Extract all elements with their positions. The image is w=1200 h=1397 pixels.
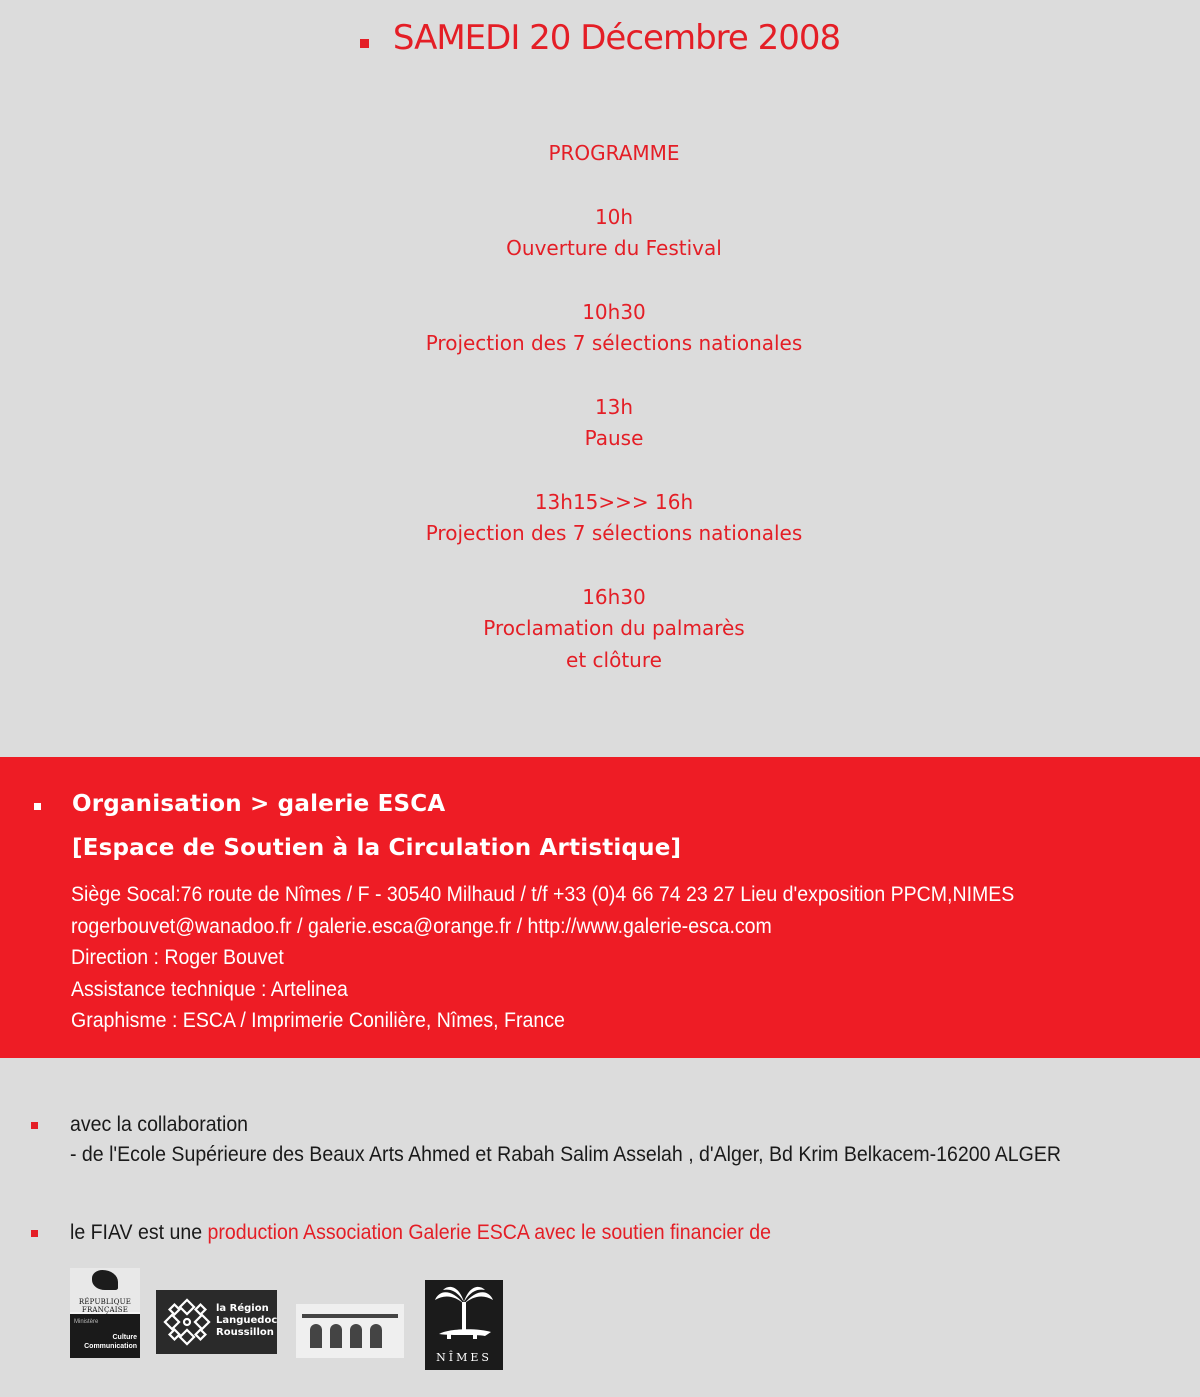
organisation-address: Siège Socal:76 route de Nîmes / F - 30540 Milhaud / t/f +33 (0)4 66 74 23 27 Lieu d'exposition PPCM,NIMES — [71, 883, 1015, 906]
funding-prefix: le FIAV est une — [70, 1221, 208, 1244]
event-description: Ouverture du Festival — [506, 236, 722, 260]
programme — [314, 138, 914, 708]
nimes-label: NÎMES — [436, 1351, 492, 1364]
region-name-1: Languedoc — [216, 1315, 278, 1326]
collaboration-text — [70, 1110, 1061, 1170]
funding-text — [70, 1218, 771, 1248]
funding-bullet — [31, 1230, 38, 1237]
organisation-band — [0, 757, 1200, 1058]
organisation-heading: Organisation > galerie ESCA — [72, 791, 446, 817]
organisation-details — [71, 879, 1014, 1037]
organisation-assistance: Assistance technique : Artelinea — [71, 977, 348, 1001]
ministere-culture-logo — [70, 1268, 140, 1358]
collaboration-label: avec la collaboration — [70, 1113, 249, 1136]
programme-event — [314, 582, 914, 677]
region-name-2: Roussillon — [216, 1327, 274, 1338]
event-time: 10h — [594, 204, 634, 229]
conseil-general-logo — [296, 1304, 404, 1358]
culture-label: Culture — [112, 1334, 137, 1341]
region-cross-icon — [162, 1298, 214, 1346]
arches-icon — [296, 1304, 404, 1358]
event-description: Projection des 7 sélections nationales — [425, 521, 803, 545]
programme-event — [314, 392, 914, 455]
header-title: SAMEDI 20 Décembre 2008 — [392, 18, 841, 58]
region-text — [216, 1303, 277, 1339]
organisation-subheading: [Espace de Soutien à la Circulation Artistique] — [72, 835, 682, 861]
region-languedoc-logo — [156, 1290, 277, 1354]
organisation-graphisme: Graphisme : ESCA / Imprimerie Conilière, Nîmes, France — [71, 1009, 565, 1032]
header-bullet — [360, 39, 369, 48]
event-time: 16h30 — [582, 584, 646, 609]
funding-highlight: production Association Galerie ESCA avec le soutien financier de — [207, 1221, 771, 1244]
event-time: 13h15>>> 16h — [534, 489, 694, 514]
collaboration-detail: - de l'Ecole Supérieure des Beaux Arts Ahmed et Rabah Salim Asselah , d'Alger, Bd Krim Belkacem-16200 ALGER — [70, 1143, 1062, 1166]
programme-event — [314, 202, 914, 265]
region-label: la Région — [216, 1303, 269, 1314]
event-description: Proclamation du palmarès — [483, 616, 745, 640]
page-header — [0, 18, 1200, 58]
palm-crocodile-icon — [425, 1280, 503, 1350]
ministere-label: Ministère — [74, 1319, 99, 1325]
programme-event — [314, 297, 914, 360]
programme-title: PROGRAMME — [548, 141, 680, 165]
nimes-logo — [425, 1280, 503, 1370]
organisation-bullet — [34, 803, 41, 810]
organisation-contacts: rogerbouvet@wanadoo.fr / galerie.esca@orange.fr / http://www.galerie-esca.com — [71, 914, 772, 938]
event-time: 13h — [594, 394, 634, 419]
republique-label: RÉPUBLIQUE FRANÇAISE — [78, 1298, 132, 1314]
communication-label: Communication — [84, 1343, 137, 1350]
programme-event — [314, 487, 914, 550]
collaboration-bullet — [31, 1122, 38, 1129]
organisation-direction: Direction : Roger Bouvet — [71, 946, 284, 969]
event-time: 10h30 — [582, 299, 646, 324]
event-description: et clôture — [566, 647, 662, 672]
event-description: Pause — [584, 426, 644, 450]
event-description: Projection des 7 sélections nationales — [425, 331, 803, 355]
sponsor-logos — [0, 1268, 1200, 1388]
